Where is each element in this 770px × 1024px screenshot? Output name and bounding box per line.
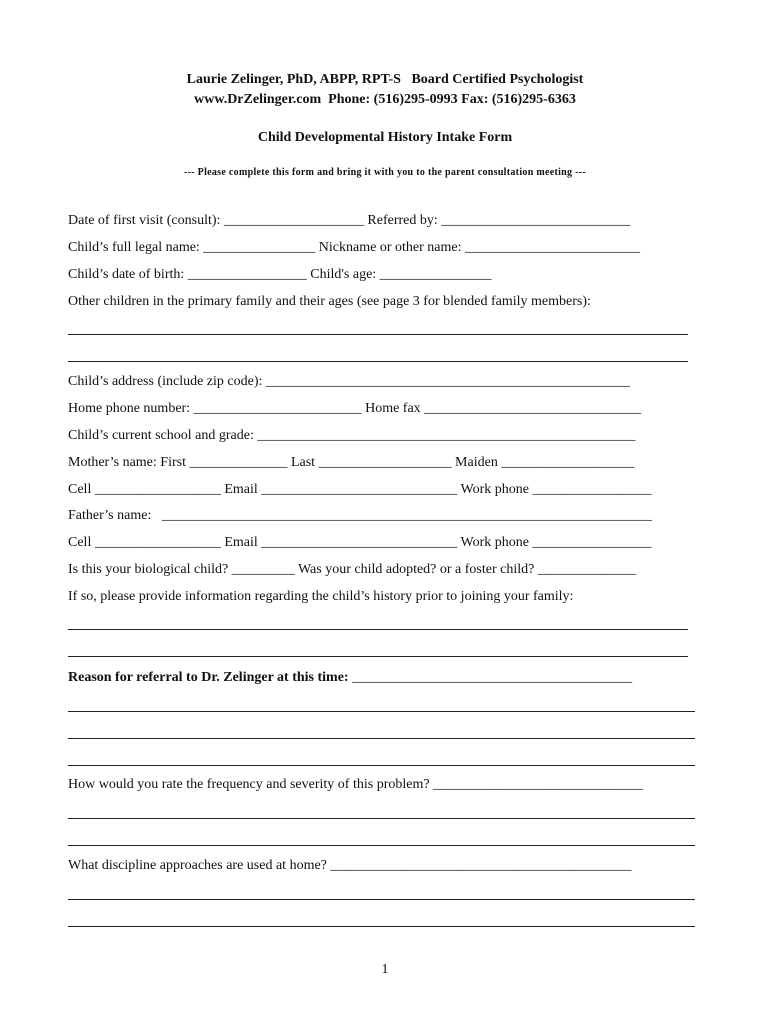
discipline-row[interactable]: What discipline approaches are used at home? ___________________________________________: [68, 858, 632, 873]
date-of-birth-row[interactable]: Child’s date of birth: _________________ Child's age: ________________: [68, 267, 492, 282]
referral-reason-label: Reason for referral to Dr. Zelinger at this time:: [68, 670, 349, 685]
first-visit-row[interactable]: Date of first visit (consult): ____________________ Referred by: ___________________________: [68, 213, 631, 228]
history-blank-line[interactable]: [68, 629, 688, 630]
other-children-blank-line[interactable]: [68, 361, 688, 362]
biological-child-row[interactable]: Is this your biological child? _________ Was your child adopted? or a foster child? ______________: [68, 562, 636, 577]
practitioner-header: Laurie Zelinger, PhD, ABPP, RPT-S Board Certified Psychologist: [186, 72, 584, 87]
frequency-blank-line[interactable]: [68, 845, 695, 846]
form-instruction: --- Please complete this form and bring it with you to the parent consultation meeting ---: [183, 167, 587, 178]
other-children-label: Other children in the primary family and their ages (see page 3 for blended family members):: [68, 294, 591, 309]
referral-blank-line[interactable]: [68, 765, 695, 766]
history-prompt-label: If so, please provide information regarding the child’s history prior to joining your family:: [68, 589, 574, 604]
history-blank-line[interactable]: [68, 656, 688, 657]
referral-blank-line[interactable]: [68, 711, 695, 712]
other-children-blank-line[interactable]: [68, 334, 688, 335]
contact-header: www.DrZelinger.com Phone: (516)295-0993 Fax: (516)295-6363: [194, 92, 576, 107]
frequency-severity-row[interactable]: How would you rate the frequency and severity of this problem? ______________________________: [68, 777, 644, 792]
referral-blank-line[interactable]: [68, 738, 695, 739]
father-contact-row[interactable]: Cell __________________ Email ____________________________ Work phone _________________: [68, 535, 652, 550]
page-number: 1: [381, 962, 389, 977]
referral-reason-blank[interactable]: ________________________________________: [348, 670, 633, 685]
referral-reason-row[interactable]: [68, 670, 632, 686]
legal-name-row[interactable]: Child’s full legal name: ________________ Nickname or other name: _________________________: [68, 240, 640, 255]
mother-contact-row[interactable]: Cell __________________ Email ____________________________ Work phone _________________: [68, 482, 652, 497]
form-title: Child Developmental History Intake Form: [257, 130, 513, 145]
home-phone-row[interactable]: Home phone number: ________________________ Home fax _______________________________: [68, 401, 642, 416]
discipline-blank-line[interactable]: [68, 926, 695, 927]
frequency-blank-line[interactable]: [68, 818, 695, 819]
school-row[interactable]: Child’s current school and grade: ______________________________________________________: [68, 428, 636, 443]
discipline-blank-line[interactable]: [68, 899, 695, 900]
address-row[interactable]: Child’s address (include zip code): ____________________________________________________: [68, 374, 630, 389]
father-name-row[interactable]: Father’s name: ______________________________________________________________________: [68, 508, 652, 523]
mother-name-row[interactable]: Mother’s name: First ______________ Last ___________________ Maiden ___________________: [68, 455, 635, 470]
